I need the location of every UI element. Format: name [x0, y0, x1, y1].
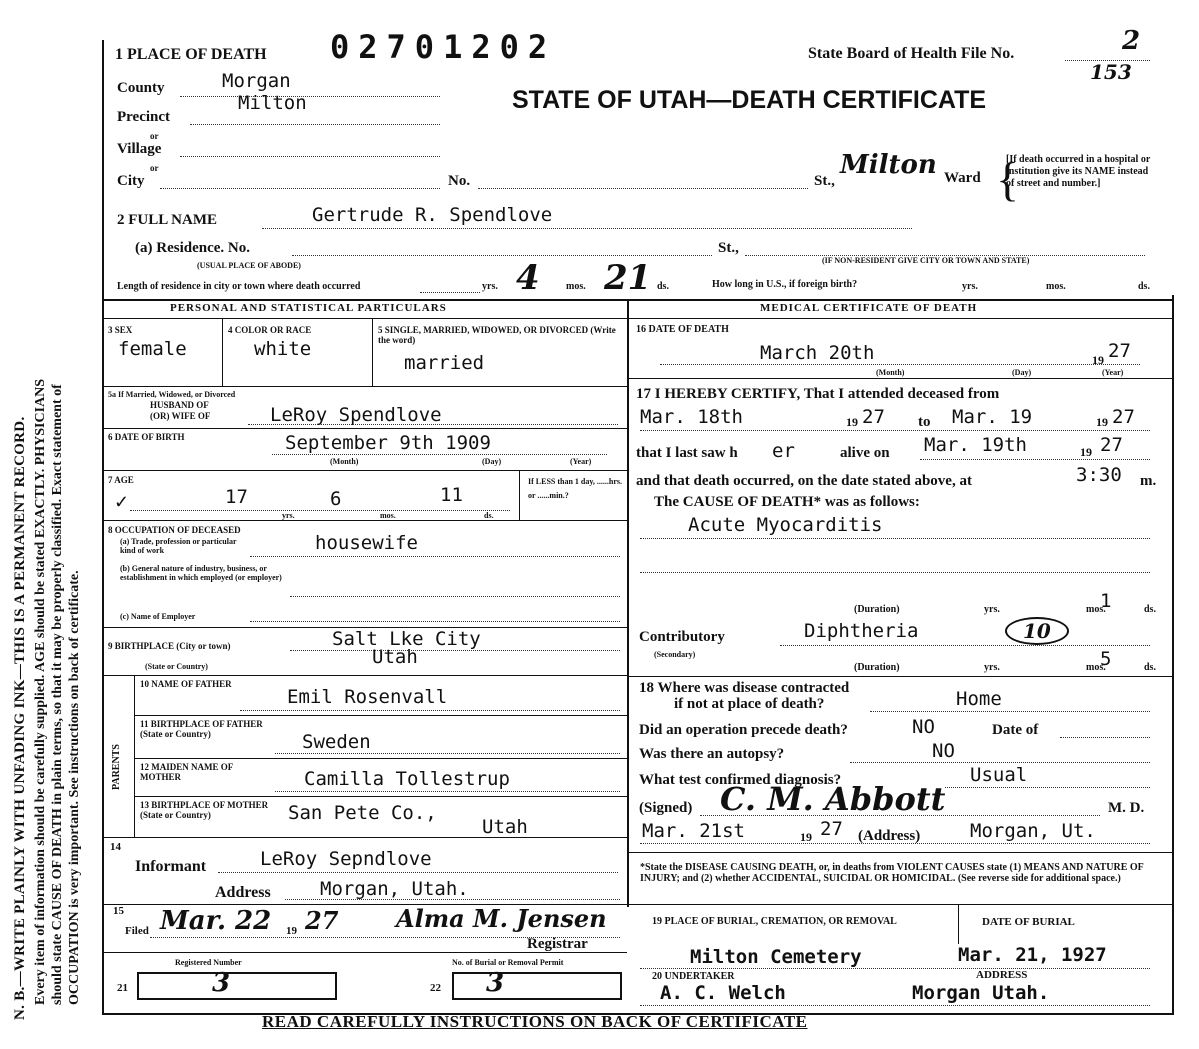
contributory-value[interactable]: Diphtheria	[804, 620, 919, 642]
mother-birthplace-value-2[interactable]: Utah	[482, 816, 528, 838]
to-year[interactable]: 27	[1112, 406, 1135, 428]
hospital-note: [If death occurred in a hospital or institution give its NAME instead of street and number.]	[1006, 154, 1151, 189]
undertaker-address-label: ADDRESS	[976, 969, 1028, 981]
informant-label: Informant	[135, 858, 207, 875]
filed-label: Filed	[125, 925, 149, 937]
race-value[interactable]: white	[254, 338, 312, 360]
last-saw-label: that I last saw h	[636, 445, 738, 461]
filed-year-prefix: 19	[286, 925, 297, 937]
alive-year[interactable]: 27	[1100, 434, 1123, 456]
father-birthplace-label: 11 BIRTHPLACE OF FATHER (State or Country)	[140, 719, 263, 739]
county-label: County	[117, 80, 165, 96]
dob-month-cap: (Month)	[330, 457, 359, 466]
item-15: 15	[113, 905, 124, 917]
duration-yrs-1: yrs.	[984, 604, 1000, 615]
age-label: 7 AGE	[108, 475, 134, 485]
medical-section-title: MEDICAL CERTIFICATE OF DEATH	[760, 302, 978, 314]
employer-label: (c) Name of Employer	[120, 612, 196, 621]
contributory-mos[interactable]: 5	[1100, 648, 1112, 670]
age-mos[interactable]: 6	[330, 488, 342, 510]
duration-yrs-2: yrs.	[984, 662, 1000, 673]
disease-label-2: if not at place of death?	[674, 696, 825, 712]
informant-address-value[interactable]: Morgan, Utah.	[320, 878, 469, 900]
side-note-3: should state CAUSE OF DEATH in plain terms, so that it may be properly classified. Exact statement of	[50, 384, 65, 1005]
registered-number-value[interactable]: 3	[212, 968, 231, 998]
usual-place-note: (USUAL PLACE OF ABODE)	[197, 261, 301, 270]
informant-address-label: Address	[215, 884, 271, 901]
length-residence-label: Length of residence in city or town where death occurred	[117, 281, 361, 292]
age-yrs-label: yrs.	[282, 511, 295, 520]
residence-mos[interactable]: 21	[604, 258, 652, 298]
alive-date[interactable]: Mar. 19th	[924, 434, 1027, 456]
undertaker-value[interactable]: A. C. Welch	[660, 982, 786, 1004]
signed-label: (Signed)	[639, 800, 693, 816]
undertaker-label: 20 UNDERTAKER	[652, 971, 735, 982]
cause-value[interactable]: Acute Myocarditis	[688, 514, 883, 536]
certificate-title: STATE OF UTAH—DEATH CERTIFICATE	[512, 86, 987, 114]
precinct-label: Precinct	[117, 109, 171, 125]
father-value[interactable]: Emil Rosenvall	[287, 686, 448, 708]
occupation-label: 8 OCCUPATION OF DECEASED	[108, 525, 241, 535]
doctor-address[interactable]: Morgan, Ut.	[970, 820, 1096, 842]
us-label: How long in U.S., if foreign birth?	[712, 279, 858, 290]
sex-value[interactable]: female	[118, 338, 187, 360]
ward-label: Ward	[944, 170, 981, 186]
contributory-code: 10	[1005, 617, 1069, 645]
burial-date-label: DATE OF BURIAL	[982, 916, 1075, 928]
county-value[interactable]: Morgan	[222, 70, 291, 92]
from-year[interactable]: 27	[862, 406, 885, 428]
operation-label: Did an operation precede death?	[639, 722, 848, 738]
birthplace-city[interactable]: Salt Lke City	[332, 628, 481, 650]
duration-mos-1[interactable]: 1	[1100, 590, 1112, 612]
duration-ds-2: ds.	[1144, 662, 1156, 673]
burial-place-value[interactable]: Milton Cemetery	[690, 946, 862, 968]
birthplace-state[interactable]: Utah	[372, 646, 418, 668]
md-label: M. D.	[1108, 800, 1145, 816]
duration-mos-label-2: mos.	[1086, 662, 1106, 673]
birthplace-label: 9 BIRTHPLACE (City or town)	[108, 641, 231, 651]
reg-num-prefix: 21	[117, 982, 128, 994]
death-year-prefix: 19	[1092, 353, 1104, 367]
autopsy-label: Was there an autopsy?	[639, 746, 785, 762]
or-1: or	[150, 131, 159, 141]
doctor-signature: C. M. Abbott	[720, 780, 946, 818]
occurred-label: and that death occurred, on the date stated above, at	[636, 473, 972, 489]
residence-label: (a) Residence. No.	[135, 240, 250, 256]
occupation-value[interactable]: housewife	[315, 532, 418, 554]
us-yrs-label: yrs.	[962, 281, 978, 292]
autopsy-value[interactable]: NO	[932, 740, 955, 762]
disease-value[interactable]: Home	[956, 688, 1002, 710]
duration-label-1: (Duration)	[854, 604, 900, 615]
duration-label-2: (Duration)	[854, 662, 900, 673]
operation-value[interactable]: NO	[912, 716, 935, 738]
age-yrs[interactable]: 17	[225, 486, 248, 508]
day-cap: (Day)	[1012, 368, 1032, 377]
test-value[interactable]: Usual	[970, 764, 1028, 786]
full-name-label: 2 FULL NAME	[117, 212, 218, 228]
alive-label: alive on	[840, 445, 890, 461]
mother-label: 12 MAIDEN NAME OF MOTHER	[140, 762, 233, 782]
date-of-label: Date of	[992, 722, 1039, 738]
year-cap: (Year)	[1102, 368, 1124, 377]
disease-label-1: 18 Where was disease contracted	[639, 680, 850, 696]
item-14: 14	[110, 841, 121, 853]
file-no-label: State Board of Health File No.	[808, 45, 1015, 62]
village-label: Village	[117, 141, 162, 157]
file-no-sub: 153	[1090, 60, 1132, 84]
birthplace-state-label: (State or Country)	[145, 662, 208, 671]
or-2: or	[150, 163, 159, 173]
last-saw-value[interactable]: er	[772, 440, 795, 462]
death-date-value[interactable]: March 20th	[760, 342, 875, 364]
marital-value[interactable]: married	[404, 352, 485, 374]
informant-value[interactable]: LeRoy Sepndlove	[260, 848, 432, 870]
spouse-label-3: (OR) WIFE OF	[150, 411, 211, 421]
duration-mos-label-1: mos.	[1086, 604, 1106, 615]
registrar-label: Registrar	[527, 936, 588, 952]
age-ds[interactable]: 11	[440, 484, 463, 506]
dob-label: 6 DATE OF BIRTH	[108, 432, 185, 442]
mother-value[interactable]: Camilla Tollestrup	[304, 768, 510, 790]
serial-number: 02701202	[330, 28, 557, 66]
us-ds-label: ds.	[1138, 281, 1150, 292]
place-of-death-label: 1 PLACE OF DEATH	[115, 46, 267, 63]
cause-label: The CAUSE OF DEATH* was as follows:	[654, 494, 920, 510]
mother-birthplace-value-1[interactable]: San Pete Co.,	[288, 802, 437, 824]
no-label: No.	[448, 173, 471, 189]
st-label: St.,	[814, 173, 835, 189]
permit-label: No. of Burial or Removal Permit	[452, 958, 564, 967]
residence-yrs[interactable]: 4	[516, 258, 540, 298]
full-name-value[interactable]: Gertrude R. Spendlove	[312, 204, 553, 226]
city-label: City	[117, 173, 145, 189]
footer-text: READ CAREFULLY INSTRUCTIONS ON BACK OF CERTIFICATE	[262, 1012, 808, 1031]
signed-year[interactable]: 27	[820, 818, 843, 840]
undertaker-address-value[interactable]: Morgan Utah.	[912, 982, 1050, 1004]
race-label: 4 COLOR OR RACE	[228, 325, 312, 335]
to-date[interactable]: Mar. 19	[952, 406, 1033, 428]
signed-date[interactable]: Mar. 21st	[642, 820, 745, 842]
permit-prefix: 22	[430, 982, 441, 994]
permit-box[interactable]	[452, 972, 622, 1000]
time-suffix: m.	[1140, 473, 1157, 489]
marital-label: 5 SINGLE, MARRIED, WIDOWED, OR DIVORCED (Write the word)	[378, 325, 616, 345]
to-label: to	[918, 414, 931, 430]
certify-text: 17 I HEREBY CERTIFY, That I attended deceased from	[636, 386, 1000, 402]
side-note-1: N. B.—WRITE PLAINLY WITH UNFADING INK—THIS IS A PERMANENT RECORD.	[12, 416, 28, 1020]
side-note-2: Every item of information should be carefully supplied. AGE should be stated EXACTLY. PHYSICIANS	[33, 378, 48, 1005]
permit-value[interactable]: 3	[486, 968, 505, 998]
death-year-value[interactable]: 27	[1108, 340, 1131, 362]
residence-st-label: St.,	[718, 240, 739, 256]
filed-year[interactable]: 27	[305, 906, 339, 935]
from-date[interactable]: Mar. 18th	[640, 406, 743, 428]
contributory-label: Contributory	[639, 629, 725, 645]
file-no-value: 2	[1122, 26, 1141, 56]
age-ds-label: ds.	[484, 511, 494, 520]
occupation-a-label: (a) Trade, profession or particular kind of work	[120, 537, 237, 555]
personal-section-title: PERSONAL AND STATISTICAL PARTICULARS	[170, 302, 447, 314]
registered-number-box[interactable]	[137, 972, 337, 1000]
nonresident-note: (IF NON-RESIDENT GIVE CITY OR TOWN AND STATE)	[822, 256, 1030, 265]
registrar-signature: Alma M. Jensen	[396, 904, 607, 933]
father-label: 10 NAME OF FATHER	[140, 679, 232, 689]
yrs-label: yrs.	[482, 281, 498, 292]
registered-number-label: Registered Number	[175, 958, 242, 967]
filed-value[interactable]: Mar. 22	[160, 906, 272, 936]
sex-label: 3 SEX	[108, 325, 133, 335]
father-birthplace-value[interactable]: Sweden	[302, 731, 371, 753]
spouse-label-2: HUSBAND OF	[150, 400, 209, 410]
death-date-label: 16 DATE OF DEATH	[636, 324, 729, 335]
age-check: ✓	[114, 492, 130, 513]
time-value[interactable]: 3:30	[1076, 464, 1122, 486]
address-label: (Address)	[858, 828, 921, 844]
burial-label: 19 PLACE OF BURIAL, CREMATION, OR REMOVAL	[652, 916, 897, 927]
side-note-4: OCCUPATION is very important. See instructions on back of certificate.	[67, 570, 82, 1005]
burial-date-value[interactable]: Mar. 21, 1927	[958, 944, 1107, 966]
dob-value[interactable]: September 9th 1909	[285, 432, 491, 454]
mos-label: mos.	[566, 281, 586, 292]
mother-birthplace-label: 13 BIRTHPLACE OF MOTHER (State or Country)	[140, 800, 269, 820]
duration-ds-1: ds.	[1144, 604, 1156, 615]
cause-footnote: *State the DISEASE CAUSING DEATH, or, in deaths from VIOLENT CAUSES state (1) MEANS AND NATURE OF INJURY; and (2) whether ACCIDENTAL, SUICIDAL OR HOMICIDAL. (See reverse side for additional space.)	[640, 862, 1144, 884]
dob-day-cap: (Day)	[482, 457, 502, 466]
precinct-value[interactable]: Milton	[238, 92, 307, 114]
less-than-day-label: If LESS than 1 day, ......hrs. or ......min.?	[528, 477, 623, 500]
spouse-label-1: 5a If Married, Widowed, or Divorced	[108, 390, 236, 399]
spouse-value[interactable]: LeRoy Spendlove	[270, 404, 442, 426]
test-label: What test confirmed diagnosis?	[639, 772, 842, 788]
month-cap: (Month)	[876, 368, 905, 377]
us-mos-label: mos.	[1046, 281, 1066, 292]
dob-year-cap: (Year)	[570, 457, 592, 466]
parents-label: PARENTS	[111, 744, 122, 790]
st-value[interactable]: Milton	[840, 150, 937, 180]
secondary-label: (Secondary)	[654, 650, 696, 659]
occupation-b-label: (b) General nature of industry, business, or establishment in which employed (or employer)	[120, 564, 282, 582]
ds-label: ds.	[657, 281, 669, 292]
age-mos-label: mos.	[380, 511, 396, 520]
